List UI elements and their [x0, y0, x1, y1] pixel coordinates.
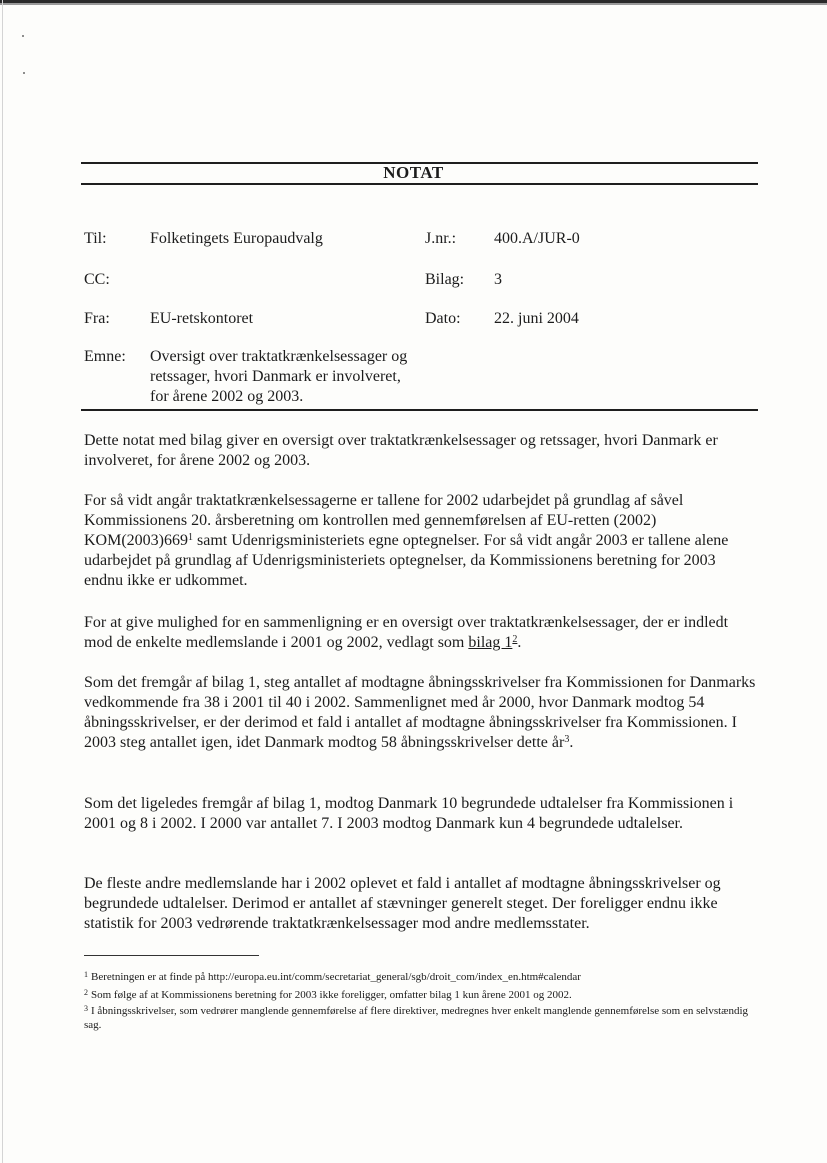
from-label: Fra:: [84, 310, 110, 327]
footnote-ref[interactable]: 3: [564, 734, 570, 745]
paragraph-text: For at give mulighed for en sammenligning er en oversigt over traktatkrænkelsessager, der er indledt mod de enkelte medlemslande i 2001 og 2002, vedlagt som: [84, 614, 729, 651]
header-bottom-rule: [81, 409, 758, 411]
document-title: NOTAT: [383, 163, 444, 182]
to-value: Folketingets Europaudvalg: [150, 230, 323, 247]
subject-label: Emne:: [84, 348, 126, 365]
scan-speck: [23, 72, 25, 74]
bilag-value: 3: [494, 271, 502, 288]
paragraph-comparison: [84, 613, 756, 653]
paragraph-other-states: De fleste andre medlemslande har i 2002 oplevet et fald i antallet af modtagne åbningsskrivelser og begrundede udtalelser. Derimod er antallet af stævninger generelt steget. Der foreligger endnu ikke statistik for 2003 vedrørende traktatkrænkelsessager mod andre medlemsstater.: [84, 875, 721, 932]
subject-value: Oversigt over traktatkrænkelsessager og retssager, hvori Danmark er involveret, for årene 2002 og 2003.: [150, 348, 408, 405]
scan-edge-shadow: [0, 3, 827, 5]
paragraph-text: samt Udenrigsministeriets egne optegnelser. For så vidt angår 2003 er tallene alene udarbejdet på grundlag af Udenrigsministeriets optegnelser, da Kommissionens beretning for 2003 endnu ikke er udkommet.: [84, 532, 729, 589]
paragraph-letters: [84, 673, 756, 753]
date-value: 22. juni 2004: [494, 310, 579, 327]
date-label: Dato:: [425, 310, 461, 327]
footnote-3: [84, 1002, 756, 1032]
paragraph-text: Som det fremgår af bilag 1, steg antallet af modtagne åbningsskrivelser fra Kommissionen for Danmarks vedkommende fra 38 i 2001 til 40 i 2002. Sammenlignet med år 2000, hvor Danmark modtog 54 åbningsskrivelser, er der derimod et fald i antallet af modtagne åbningsskrivelser fra Kommissionen. I 2003 steg antallet igen, idet Danmark modtog 58 åbningsskrivelser dette år: [84, 674, 756, 751]
bilag-link[interactable]: bilag 1: [468, 634, 513, 651]
footnote-text: Beretningen er at finde på http://europa.eu.int/comm/secretariat_general/sgb/droit_com/index_en.htm#calendar: [91, 971, 581, 983]
jnr-value: 400.A/JUR-0: [494, 230, 580, 247]
from-value: EU-retskontoret: [150, 310, 254, 327]
footnote-number: 1: [84, 970, 88, 979]
jnr-label: J.nr.:: [425, 230, 457, 247]
scan-speck: [22, 35, 24, 37]
paragraph-text: .: [517, 634, 522, 651]
paragraph-sources: [84, 491, 756, 591]
paragraph-text: For så vidt angår traktatkrænkelsessagerne er tallene for 2002 udarbejdet på grundlag af såvel Kommissionens 20. årsberetning om kontrollen med gennemførelsen af EU-retten (2002) KOM(2003)669: [84, 492, 684, 549]
footnote-ref[interactable]: 2: [512, 634, 518, 645]
footnote-number: 2: [84, 988, 88, 997]
cc-label: CC:: [84, 271, 110, 288]
bilag-label: Bilag:: [425, 271, 465, 288]
paragraph-text: .: [569, 734, 574, 751]
to-label: Til:: [84, 230, 107, 247]
footnote-number: 3: [84, 1004, 88, 1013]
footnote-ref[interactable]: 1: [188, 532, 193, 543]
footnote-separator: [84, 955, 259, 956]
footnote-1: [84, 968, 756, 984]
footnote-text: Som følge af at Kommissionens beretning for 2003 ikke foreligger, omfatter bilag 1 kun årene 2001 og 2002.: [91, 989, 572, 1001]
footnote-2: [84, 986, 756, 1002]
paragraph-opinions: Som det ligeledes fremgår af bilag 1, modtog Danmark 10 begrundede udtalelser fra Kommissionen i 2001 og 8 i 2002. I 2000 var antallet 7. I 2003 modtog Danmark kun 4 begrundede udtalelser.: [84, 795, 734, 832]
paragraph-intro: Dette notat med bilag giver en oversigt over traktatkrænkelsessager og retssager, hvori Danmark er involveret, for årene 2002 og 2003.: [84, 432, 718, 469]
title-bottom-rule: [81, 183, 758, 185]
footnote-text: I åbningsskrivelser, som vedrører manglende gennemførelse af flere direktiver, medregnes hver enkelt manglende gennemførelse som en selvstændig sag.: [84, 1005, 749, 1031]
